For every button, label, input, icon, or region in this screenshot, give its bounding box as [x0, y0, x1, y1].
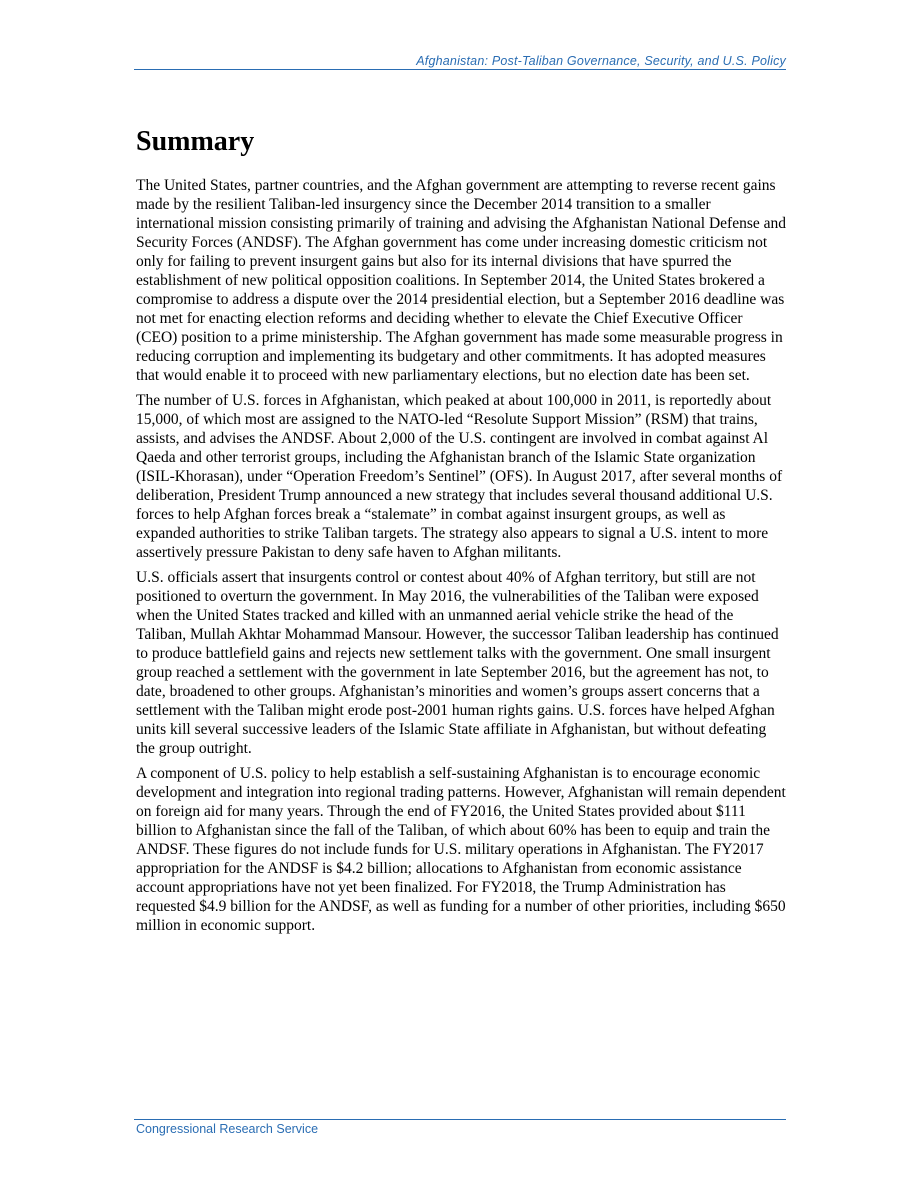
- paragraph-2: The number of U.S. forces in Afghanistan, which peaked at about 100,000 in 2011, is reportedly about 15,000, of which most are assigned to the NATO-led “Resolute Support Mission” (RSM) that trains, assists, and advises the ANDSF. About 2,000 of the U.S. contingent are involved in combat against Al Qaeda and other terrorist groups, including the Afghanistan branch of the Islamic State organization (ISIL-Khorasan), under “Operation Freedom’s Sentinel” (OFS). In August 2017, after several months of deliberation, President Trump announced a new strategy that includes several thousand additional U.S. forces to help Afghan forces break a “stalemate” in combat against insurgent groups, as well as expanded authorities to strike Taliban targets. The strategy also appears to signal a U.S. intent to more assertively pressure Pakistan to deny safe haven to Afghan militants.: [136, 392, 783, 561]
- paragraph-1: The United States, partner countries, and the Afghan government are attempting to reverse recent gains made by the resilient Taliban-led insurgency since the December 2014 transition to a smaller international mission consisting primarily of training and advising the Afghanistan National Defense and Security Forces (ANDSF). The Afghan government has come under increasing domestic criticism not only for failing to prevent insurgent gains but also for its internal divisions that have spurred the establishment of new political opposition coalitions. In September 2014, the United States brokered a compromise to address a dispute over the 2014 presidential election, but a September 2016 deadline was not met for enacting election reforms and deciding whether to elevate the Chief Executive Officer (CEO) position to a prime ministership. The Afghan government has made some measurable progress in reducing corruption and implementing its budgetary and other commitments. It has adopted measures that would enable it to proceed with new parliamentary elections, but no election date has been set.: [136, 177, 787, 384]
- summary-section: [136, 120, 787, 941]
- paragraph-4: A component of U.S. policy to help establish a self-sustaining Afghanistan is to encourage economic development and integration into regional trading patterns. However, Afghanistan will remain dependent on foreign aid for many years. Through the end of FY2016, the United States provided about $111 billion to Afghanistan since the fall of the Taliban, of which about 60% has been to equip and train the ANDSF. These figures do not include funds for U.S. military operations in Afghanistan. The FY2017 appropriation for the ANDSF is $4.2 billion; allocations to Afghanistan from economic assistance account appropriations have not yet been finalized. For FY2018, the Trump Administration has requested $4.9 billion for the ANDSF, as well as funding for a number of other priorities, including $650 million in economic support.: [136, 765, 786, 934]
- section-title: Summary: [136, 126, 255, 157]
- paragraph-3: U.S. officials assert that insurgents control or contest about 40% of Afghan territory, but still are not positioned to overturn the government. In May 2016, the vulnerabilities of the Taliban were exposed when the United States tracked and killed with an unmanned aerial vehicle strike the head of the Taliban, Mullah Akhtar Mohammad Mansour. However, the successor Taliban leadership has continued to produce battlefield gains and rejects new settlement talks with the government. One small insurgent group reached a settlement with the government in late September 2016, but the agreement has not, to date, broadened to other groups. Afghanistan’s minorities and women’s groups assert concerns that a settlement with the Taliban might erode post-2001 human rights gains. U.S. forces have helped Afghan units kill several successive leaders of the Islamic State affiliate in Afghanistan, but without defeating the group outright.: [136, 569, 779, 757]
- footer-divider: [134, 1119, 786, 1120]
- footer-publisher: Congressional Research Service: [136, 1122, 319, 1136]
- running-header: Afghanistan: Post-Taliban Governance, Security, and U.S. Policy: [416, 54, 786, 68]
- header-divider: [134, 69, 786, 70]
